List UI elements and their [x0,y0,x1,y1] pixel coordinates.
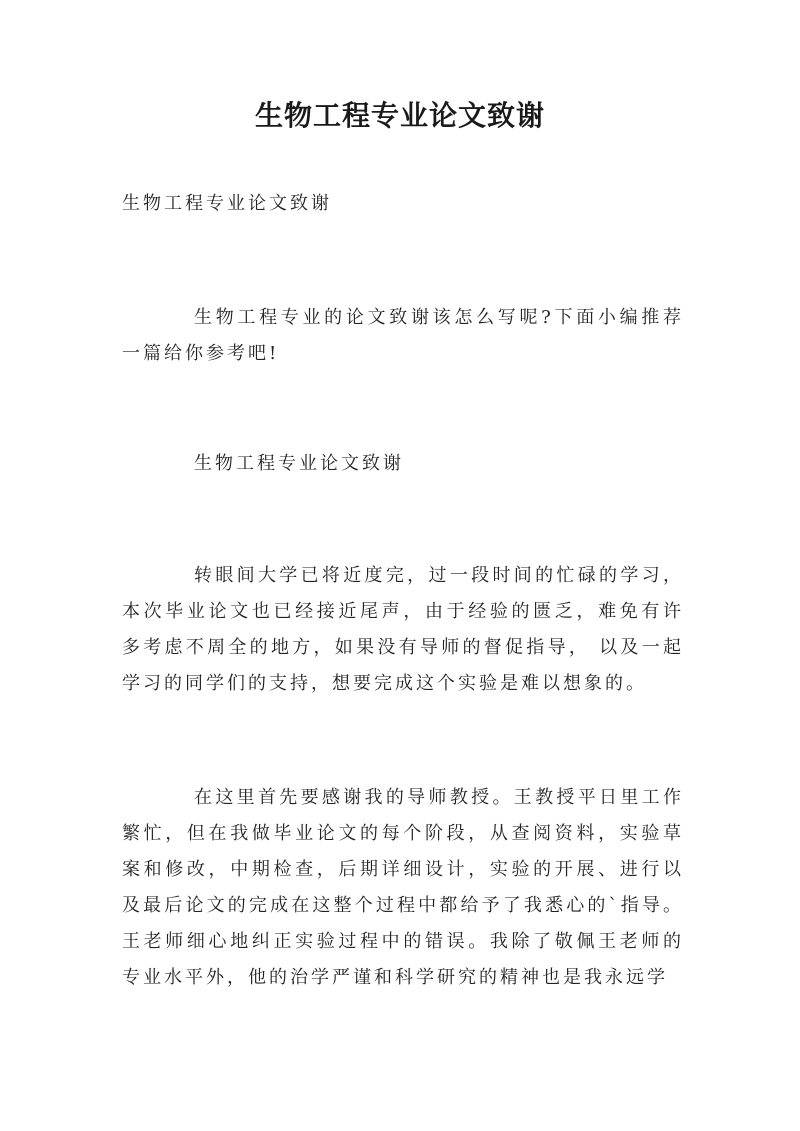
paragraph-thanks-advisor: 在这里首先要感谢我的导师教授。王教授平日里工作繁忙，但在我做毕业论文的每个阶段，从查阅资料，实验草案和修改，中期检查，后期详细设计，实验的开展、进行以及最后论文的完成在这整个过程中都给予了我悉心的`指导。王老师细心地纠正实验过程中的错误。我除了敬佩王老师的专业水平外，他的治学严谨和科学研究的精神也是我永远学 [122,787,684,988]
document-title: 生物工程专业论文致谢 [254,99,545,132]
paragraph-heading: 生物工程专业论文致谢 [194,453,404,474]
document-subtitle: 生物工程专业论文致谢 [122,193,332,214]
paragraph-graduation: 转眼间大学已将近度完，过一段时间的忙碌的学习，本次毕业论文也已经接近尾声，由于经验的匮乏，难免有许多考虑不周全的地方，如果没有导师的督促指导， 以及一起学习的同学们的支持，想要完成这个实验是难以想象的。 [122,565,684,694]
paragraph-intro: 生物工程专业的论文致谢该怎么写呢?下面小编推荐一篇给你参考吧! [122,307,684,364]
